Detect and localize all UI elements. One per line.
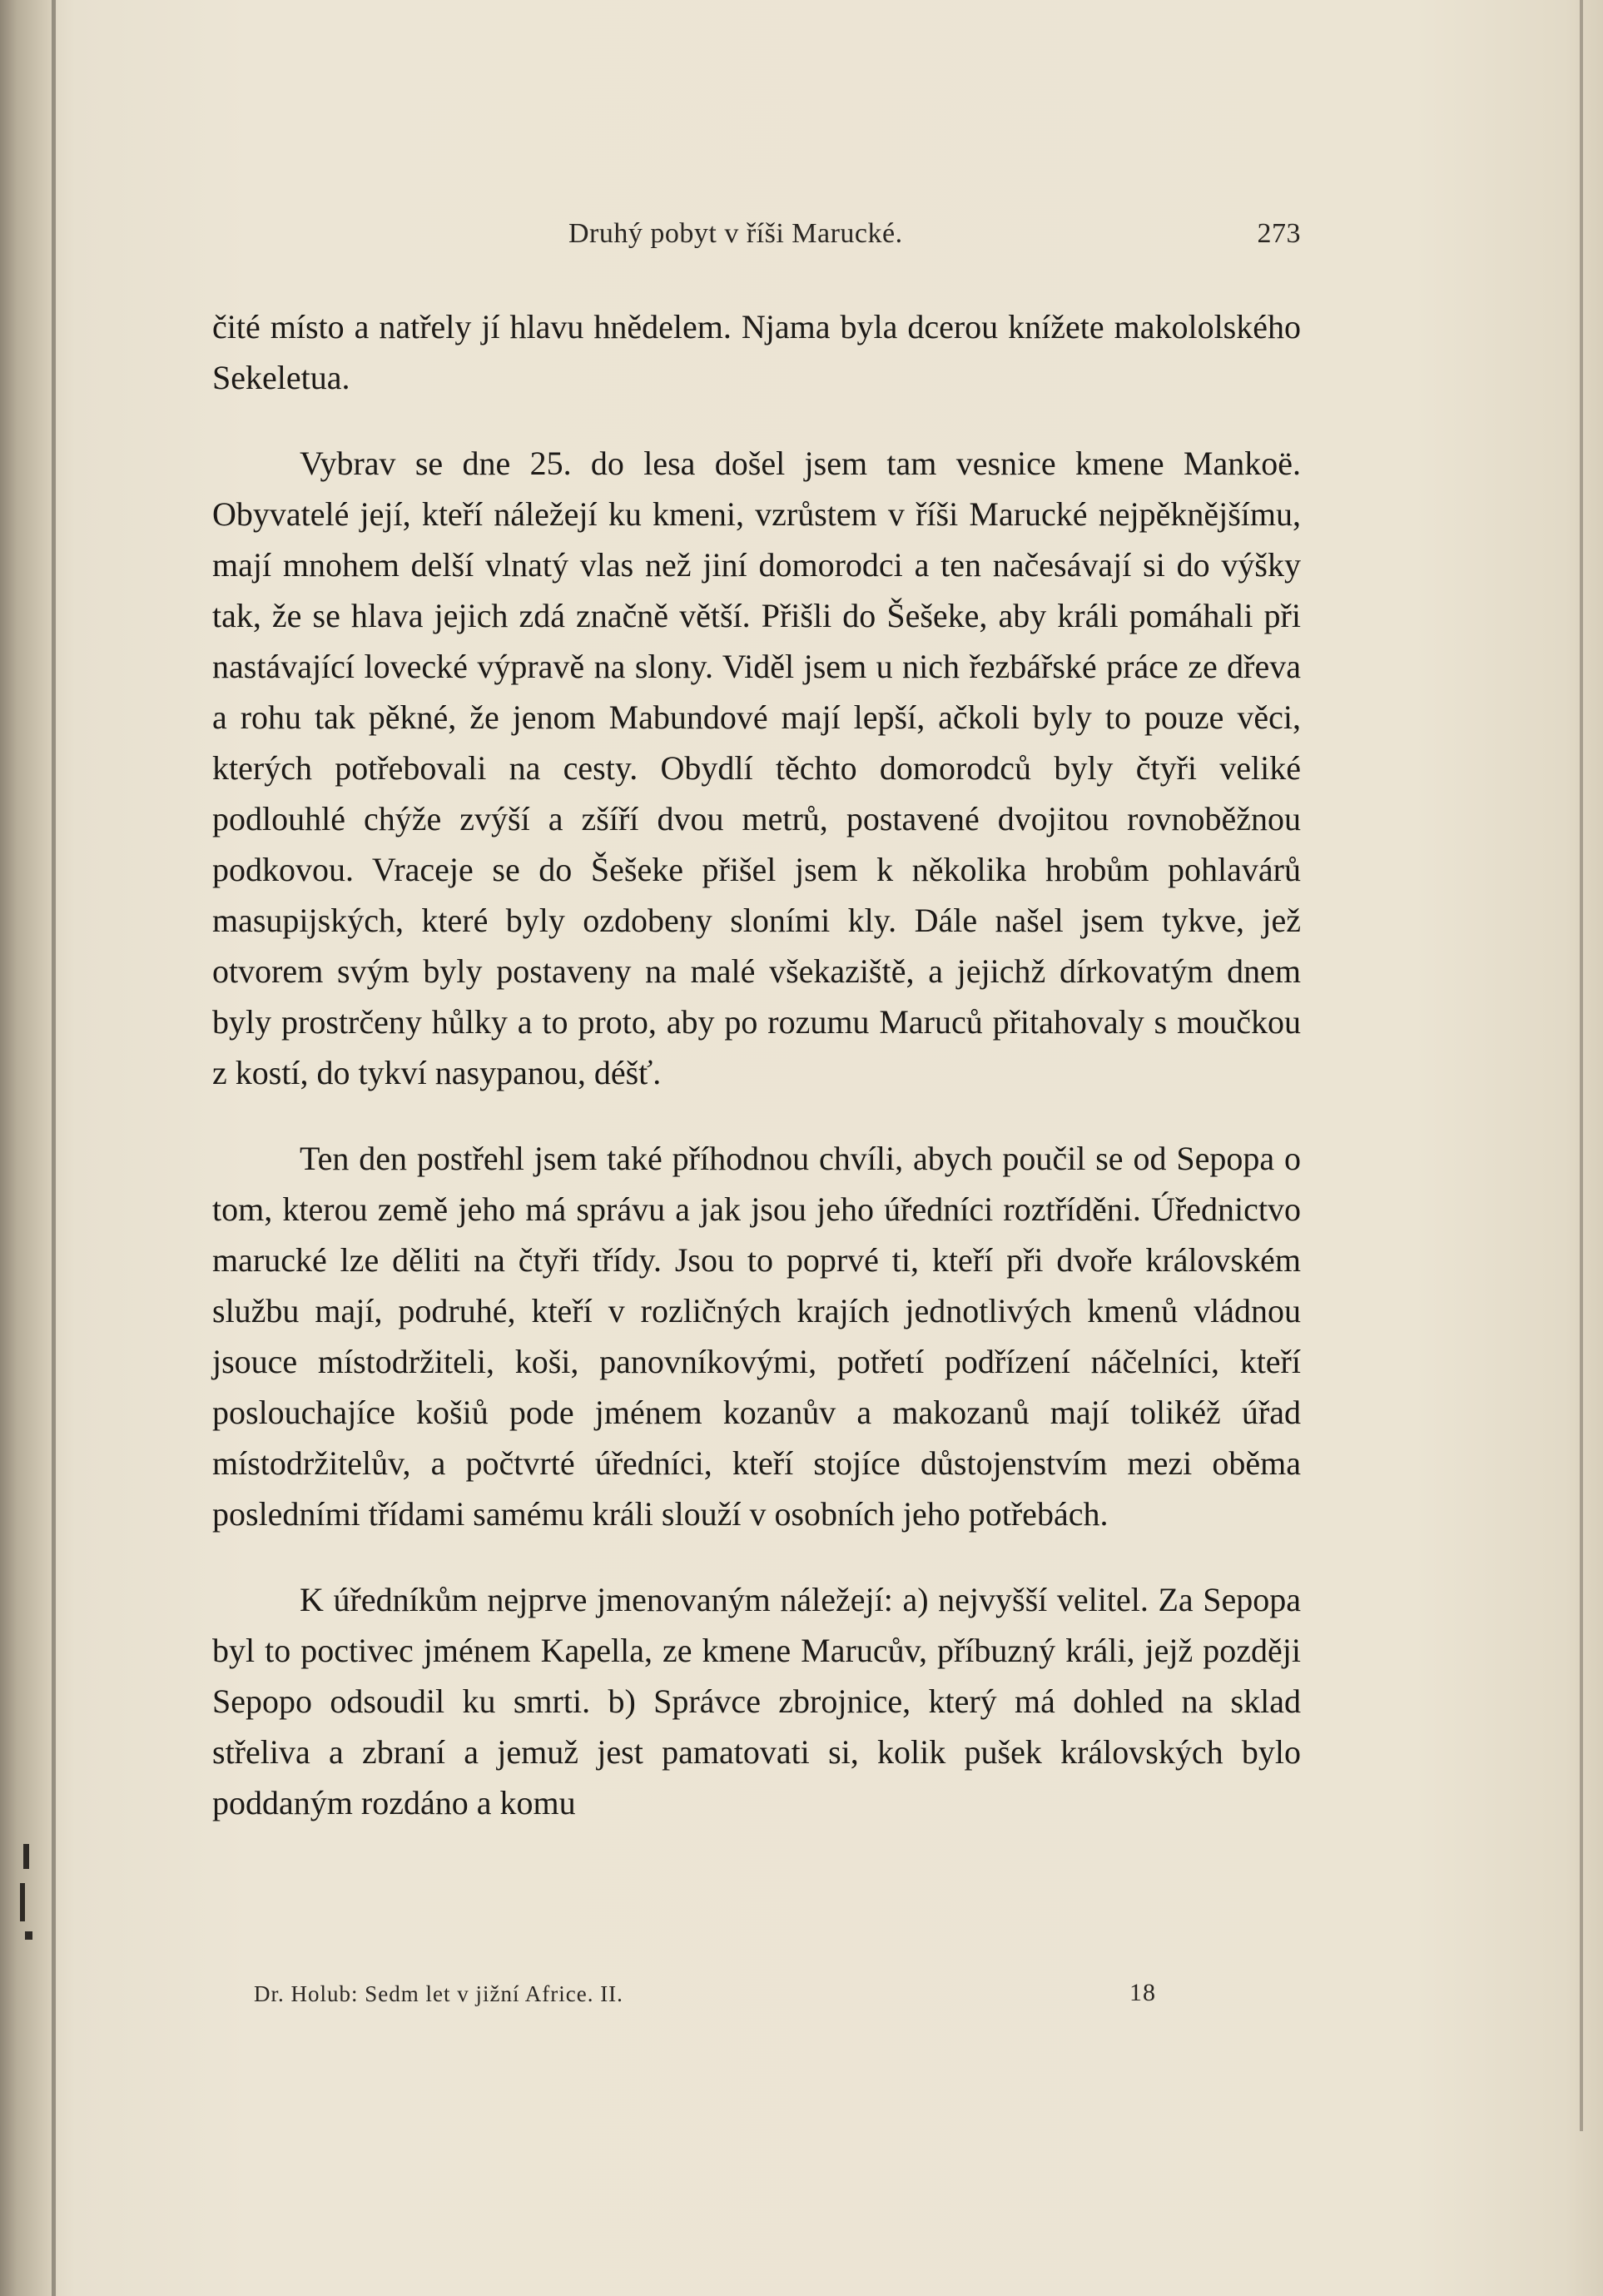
gutter-line: [52, 0, 56, 2296]
paragraph: Vybrav se dne 25. do lesa došel jsem tam vesnice kmene Mankoë. Obyvatelé její, kteří náležejí ku kmeni, vzrůstem v říši Marucké nejpěknějšímu, mají mnohem delší vlnatý vlas než jiní domorodci a ten načesávají si do výšky tak, že se hlava jejich zdá značně větší. Přišli do Šešeke, aby králi pomáhali při nastávající lovecké výpravě na slony. Viděl jsem u nich řezbářské práce ze dřeva a rohu tak pěkné, že jenom Mabundové mají lepší, ačkoli byly to pouze věci, kterých potřebovali na cesty. Obydlí těchto domorodců byly čtyři veliké podlouhlé chýže zvýší a zšíří dvou metrů, postavené dvojitou rovnoběžnou podkovou. Vraceje se do Šešeke přišel jsem k několika hrobům pohlavárů masupijských, které byly ozdobeny sloními kly. Dále našel jsem tykve, jež otvorem svým byly postaveny na malé všekaziště, a jejichž dírkovatým dnem byly prostrčeny hůlky a to proto, aby po rozumu Maruců přitahovaly s moučkou z kostí, do tykví nasypanou, déšť.: [212, 445, 1301, 1091]
book-binding-shadow: [0, 0, 58, 2296]
running-header: [212, 218, 1301, 265]
page-footer: [254, 1981, 1219, 2015]
signature-line: Dr. Holub: Sedm let v jižní Africe. II.: [254, 1981, 623, 2006]
margin-mark: [20, 1883, 25, 1921]
body-text: [212, 301, 1301, 1828]
paragraph: K úředníkům nejprve jmenovaným náležejí: a) nejvyšší velitel. Za Sepopa byl to poctivec jménem Kapella, ze kmene Marucův, příbuzný králi, jejž později Sepopo odsoudil ku smrti. b) Správce zbrojnice, který má dohled na sklad střeliva a zbraní a jemuž jest pamatovati si, kolik pušek královských bylo poddaným rozdáno a komu: [212, 1581, 1301, 1821]
running-title: Druhý pobyt v říši Marucké.: [568, 218, 903, 249]
paragraph: čité místo a natřely jí hlavu hnědelem. Njama byla dcerou knížete makololského Sekeletua.: [212, 308, 1301, 396]
page-number: 273: [1257, 218, 1301, 249]
margin-mark: [23, 1844, 29, 1869]
sheet-number: 18: [1129, 1979, 1156, 2006]
paragraph: Ten den postřehl jsem také příhodnou chvíli, abych poučil se od Sepopa o tom, kterou země jeho má správu a jak jsou jeho úředníci roztříděni. Úřednictvo marucké lze děliti na čtyři třídy. Jsou to poprvé ti, kteří při dvoře královském službu mají, podruhé, kteří v rozličných krajích jednotlivých kmenů vládnou jsouce místodržiteli, koši, panovníkovými, potřetí podřízení náčelníci, kteří poslouchajíce košiů pode jménem kozanův a makozanů mají tolikéž úřad místodržitelův, a počtvrté úředníci, kteří stojíce důstojenstvím mezi oběma posledními třídami samému králi slouží v osobních jeho potřebách.: [212, 1140, 1301, 1533]
margin-mark: [25, 1931, 32, 1940]
page-edge-line: [1580, 0, 1583, 2131]
